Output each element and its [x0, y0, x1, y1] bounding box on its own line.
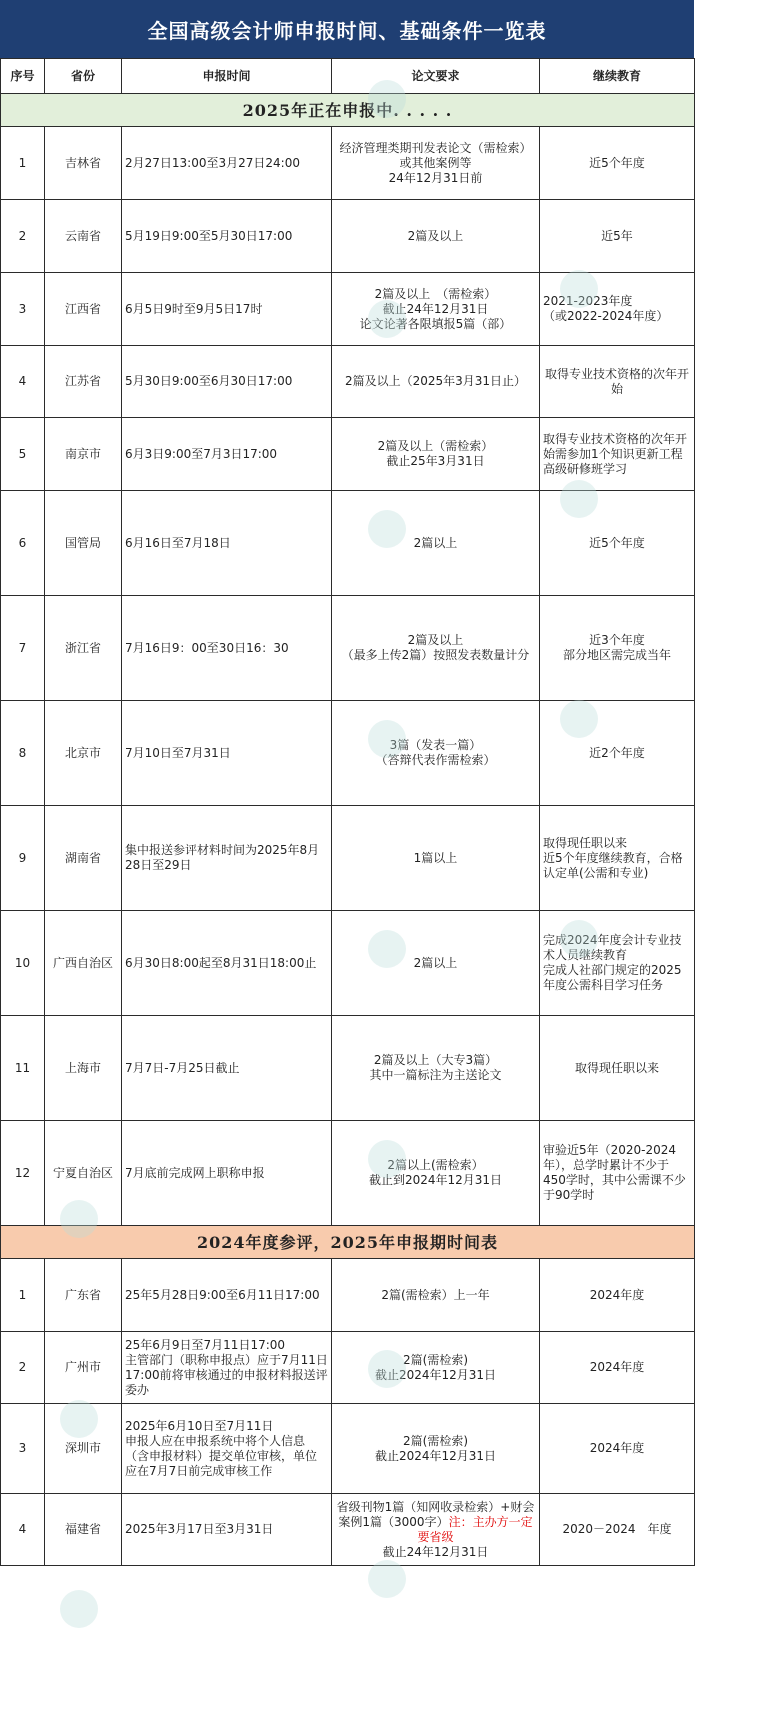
apply-time-cell: 7月16日9：00至30日16：30 [122, 596, 332, 701]
province-cell: 浙江省 [45, 596, 122, 701]
province-cell: 深圳市 [45, 1404, 122, 1494]
apply-time-cell: 6月16日至7月18日 [122, 491, 332, 596]
paper-requirement-cell: 2篇以上 [332, 491, 540, 596]
row-number: 6 [1, 491, 45, 596]
table-row [1, 273, 695, 346]
paper-requirement-cell: 2篇(需检索) 截止2024年12月31日 [332, 1404, 540, 1494]
province-cell: 江苏省 [45, 346, 122, 418]
continuing-education-cell: 2024年度 [540, 1404, 695, 1494]
continuing-education-cell: 取得现任职以来 近5个年度继续教育，合格认定单(公需和专业) [540, 806, 695, 911]
row-number: 8 [1, 701, 45, 806]
province-cell: 北京市 [45, 701, 122, 806]
apply-time-cell: 7月7日-7月25日截止 [122, 1016, 332, 1121]
table-row [1, 1332, 695, 1404]
province-cell: 南京市 [45, 418, 122, 491]
province-cell: 云南省 [45, 200, 122, 273]
row-number: 4 [1, 1494, 45, 1566]
apply-time-cell: 2月27日13:00至3月27日24:00 [122, 127, 332, 200]
row-number: 4 [1, 346, 45, 418]
table-row [1, 596, 695, 701]
apply-time-cell: 2025年6月10日至7月11日 申报人应在申报系统中将个人信息（含申报材料）提交单位审核，单位应在7月7日前完成审核工作 [122, 1404, 332, 1494]
section-label: 2025年正在申报中. . . . . [1, 94, 695, 127]
table-row [1, 1494, 695, 1566]
paper-requirement-cell: 2篇以上 [332, 911, 540, 1016]
continuing-education-cell: 2024年度 [540, 1259, 695, 1332]
requirement-note: 注：主办方一定要省级 [417, 1514, 533, 1544]
continuing-education-cell: 2020－2024 年度 [540, 1494, 695, 1566]
province-cell: 江西省 [45, 273, 122, 346]
continuing-education-cell: 2021-2023年度 （或2022-2024年度） [540, 273, 695, 346]
table-row [1, 346, 695, 418]
apply-time-cell: 25年6月9日至7月11日17:00 主管部门（职称申报点）应于7月11日17:00前将审核通过的申报材料报送评委办 [122, 1332, 332, 1404]
continuing-education-cell: 近2个年度 [540, 701, 695, 806]
table-row [1, 806, 695, 911]
continuing-education-cell: 2024年度 [540, 1332, 695, 1404]
watermark-logo-icon [60, 1590, 98, 1628]
apply-time-cell: 5月30日9:00至6月30日17:00 [122, 346, 332, 418]
paper-requirement-cell: 经济管理类期刊发表论文（需检索）或其他案例等 24年12月31日前 [332, 127, 540, 200]
province-cell: 湖南省 [45, 806, 122, 911]
paper-requirement-cell: 3篇（发表一篇） （答辩代表作需检索） [332, 701, 540, 806]
province-cell: 国管局 [45, 491, 122, 596]
apply-time-cell: 6月5日9时至9月5日17时 [122, 273, 332, 346]
apply-time-cell: 5月19日9:00至5月30日17:00 [122, 200, 332, 273]
header-province: 省份 [45, 59, 122, 94]
paper-requirement-cell: 省级刊物1篇（知网收录检索）+财会案例1篇（3000字）注：主办方一定要省级 截止24年12月31日 [332, 1494, 540, 1566]
header-row [1, 59, 695, 94]
paper-requirement-cell: 2篇以上(需检索） 截止到2024年12月31日 [332, 1121, 540, 1226]
paper-requirement-cell: 1篇以上 [332, 806, 540, 911]
paper-requirement-cell: 2篇及以上（需检索） 截止25年3月31日 [332, 418, 540, 491]
continuing-education-cell: 完成2024年度会计专业技术人员继续教育 完成人社部门规定的2025年度公需科目学习任务 [540, 911, 695, 1016]
row-number: 3 [1, 273, 45, 346]
row-number: 9 [1, 806, 45, 911]
table-row [1, 127, 695, 200]
apply-time-cell: 集中报送参评材料时间为2025年8月28日至29日 [122, 806, 332, 911]
row-number: 3 [1, 1404, 45, 1494]
continuing-education-cell: 取得专业技术资格的次年开始 [540, 346, 695, 418]
province-cell: 宁夏自治区 [45, 1121, 122, 1226]
table-row [1, 418, 695, 491]
province-cell: 吉林省 [45, 127, 122, 200]
province-cell: 福建省 [45, 1494, 122, 1566]
paper-requirement-cell: 2篇及以上 （最多上传2篇）按照发表数量计分 [332, 596, 540, 701]
header-time: 申报时间 [122, 59, 332, 94]
row-number: 12 [1, 1121, 45, 1226]
header-paper: 论文要求 [332, 59, 540, 94]
table-row [1, 200, 695, 273]
continuing-education-cell: 取得专业技术资格的次年开始需参加1个知识更新工程高级研修班学习 [540, 418, 695, 491]
row-number: 1 [1, 1259, 45, 1332]
paper-requirement-cell: 2篇及以上（2025年3月31日止） [332, 346, 540, 418]
continuing-education-cell: 近3个年度 部分地区需完成当年 [540, 596, 695, 701]
row-number: 2 [1, 200, 45, 273]
row-number: 10 [1, 911, 45, 1016]
table-row [1, 1404, 695, 1494]
paper-requirement-cell: 2篇(需检索) 截止2024年12月31日 [332, 1332, 540, 1404]
table-row [1, 911, 695, 1016]
header-education: 继续教育 [540, 59, 695, 94]
province-cell: 广州市 [45, 1332, 122, 1404]
apply-time-cell: 2025年3月17日至3月31日 [122, 1494, 332, 1566]
table-row [1, 1121, 695, 1226]
continuing-education-cell: 取得现任职以来 [540, 1016, 695, 1121]
table-row [1, 1259, 695, 1332]
apply-time-cell: 7月10日至7月31日 [122, 701, 332, 806]
table-row [1, 1016, 695, 1121]
row-number: 1 [1, 127, 45, 200]
continuing-education-cell: 近5年 [540, 200, 695, 273]
section-header-row [1, 94, 695, 127]
apply-time-cell: 7月底前完成网上职称申报 [122, 1121, 332, 1226]
paper-requirement-cell: 2篇及以上 （需检索） 截止24年12月31日 论文论著各限填报5篇（部） [332, 273, 540, 346]
paper-requirement-cell: 2篇(需检索）上一年 [332, 1259, 540, 1332]
continuing-education-cell: 近5个年度 [540, 127, 695, 200]
province-cell: 广东省 [45, 1259, 122, 1332]
paper-requirement-cell: 2篇及以上（大专3篇） 其中一篇标注为主送论文 [332, 1016, 540, 1121]
continuing-education-cell: 近5个年度 [540, 491, 695, 596]
province-cell: 上海市 [45, 1016, 122, 1121]
row-number: 5 [1, 418, 45, 491]
schedule-table [0, 58, 695, 1566]
row-number: 2 [1, 1332, 45, 1404]
section-label: 2024年度参评，2025年申报期时间表 [1, 1226, 695, 1259]
continuing-education-cell: 审验近5年（2020-2024年），总学时累计不少于450学时，其中公需课不少于90学时 [540, 1121, 695, 1226]
apply-time-cell: 6月3日9:00至7月3日17:00 [122, 418, 332, 491]
paper-requirement-cell: 2篇及以上 [332, 200, 540, 273]
page-title: 全国高级会计师申报时间、基础条件一览表 [0, 0, 694, 58]
province-cell: 广西自治区 [45, 911, 122, 1016]
apply-time-cell: 25年5月28日9:00至6月11日17:00 [122, 1259, 332, 1332]
section-header-row [1, 1226, 695, 1259]
row-number: 7 [1, 596, 45, 701]
apply-time-cell: 6月30日8:00起至8月31日18:00止 [122, 911, 332, 1016]
row-number: 11 [1, 1016, 45, 1121]
table-row [1, 701, 695, 806]
header-no: 序号 [1, 59, 45, 94]
table-row [1, 491, 695, 596]
